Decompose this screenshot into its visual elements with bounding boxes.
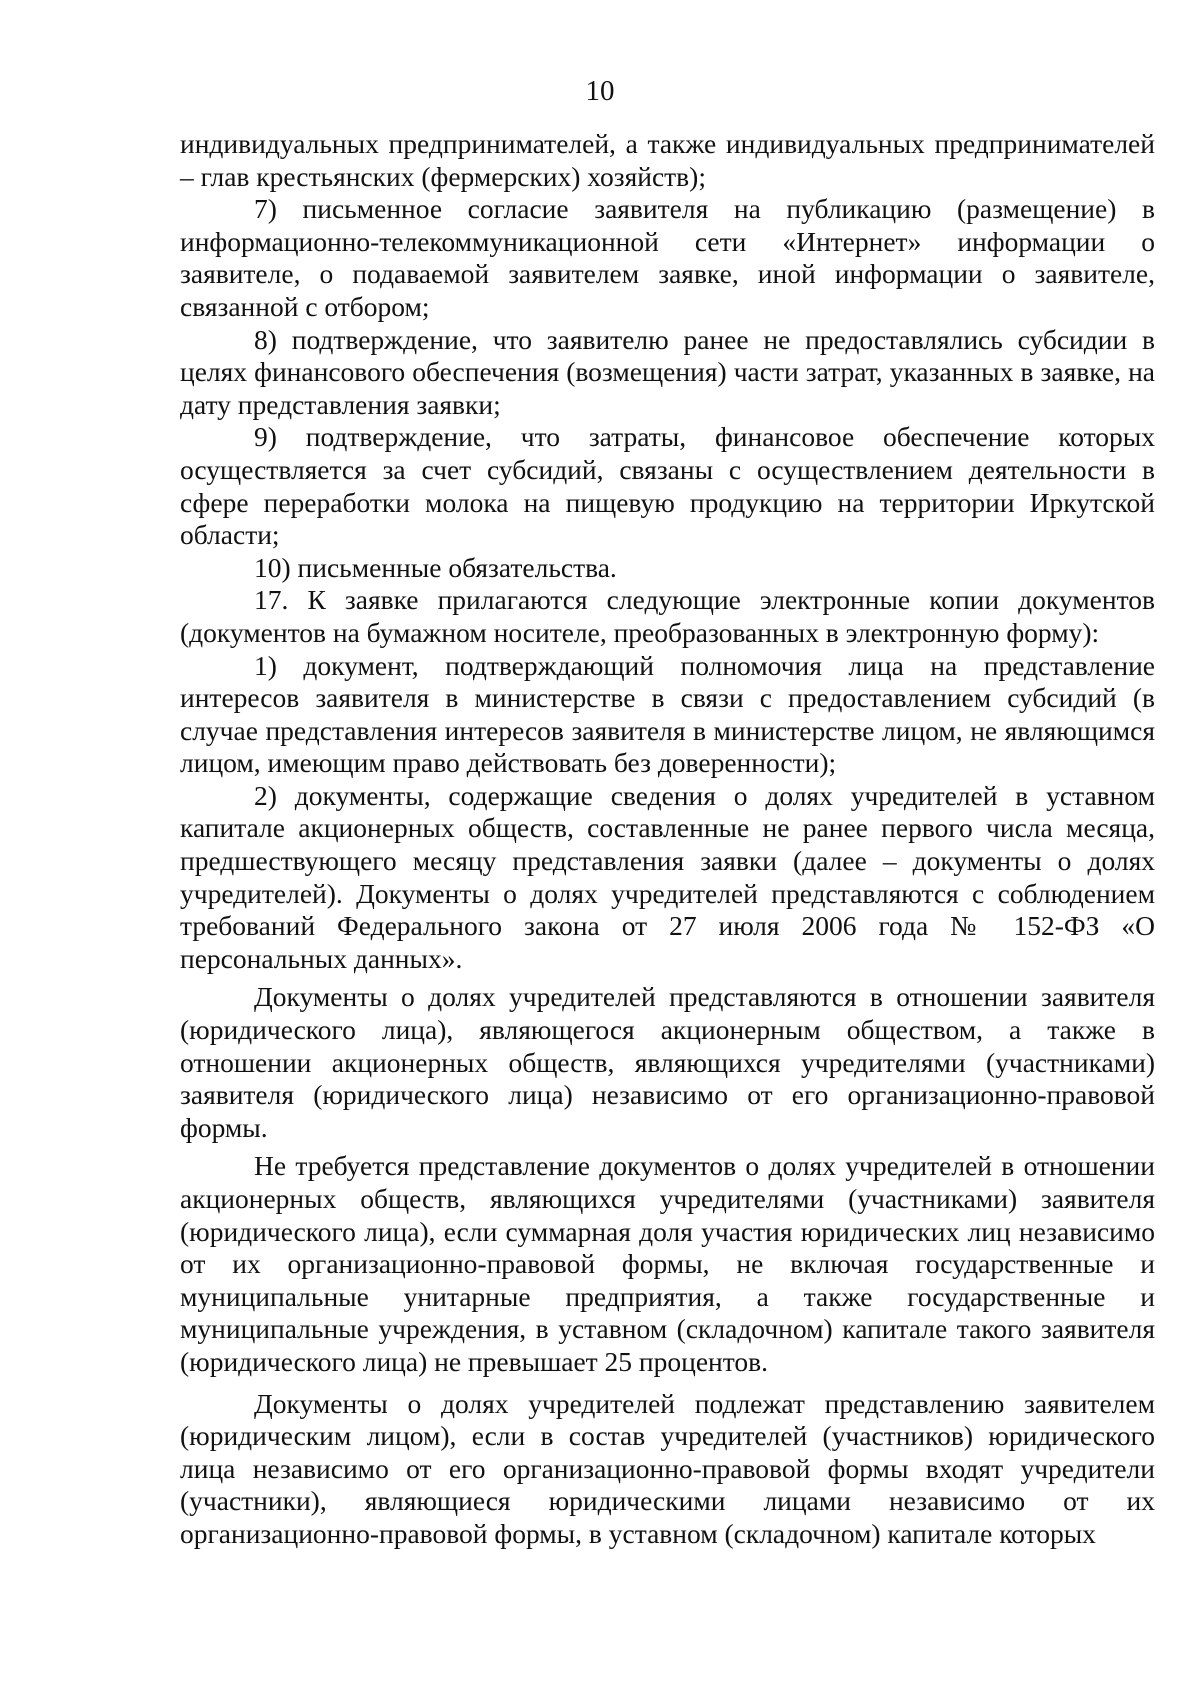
paragraph-item-8: 8) подтверждение, что заявителю ранее не предоставлялись субсидии в целях финансового обеспечения (возмещения) части затрат, указанных в заявке, на дату представления заявки;: [180, 323, 1155, 420]
document-body: [180, 128, 1155, 1551]
paragraph-continuation: индивидуальных предпринимателей, а также индивидуальных предпринимателей – глав крестьянских (фермерских) хозяйств);: [180, 128, 1155, 192]
paragraph-clause-17-item-1: 1) документ, подтверждающий полномочия лица на представление интересов заявителя в министерстве в связи с предоставлением субсидий (в случае представления интересов заявителя в министерстве лицом, не являющимся лицом, имеющим право действовать без доверенности);: [180, 649, 1155, 779]
paragraph-clause-17: 17. К заявке прилагаются следующие электронные копии документов (документов на бумажном носителе, преобразованных в электронную форму):: [180, 584, 1155, 648]
paragraph-not-required: Не требуется представление документов о долях учредителей в отношении акционерных обществ, являющихся учредителями (участниками) заявителя (юридического лица), если суммарная доля участия юридических лиц независимо от их организационно-правовой формы, не включая государственные и муниципальные унитарные предприятия, а также государственные и муниципальные учреждения, в уставном (складочном) капитале такого заявителя (юридического лица) не превышает 25 процентов.: [180, 1150, 1155, 1377]
paragraph-item-10: 10) письменные обязательства.: [254, 551, 617, 583]
page-number: 10: [585, 75, 615, 107]
paragraph-clause-17-item-2: 2) документы, содержащие сведения о долях учредителей в уставном капитале акционерных обществ, составленные не ранее первого числа месяца, предшествующего месяцу представления заявки (далее – документы о долях учредителей). Документы о долях учредителей представляются с соблюдением требований Федерального закона от 27 июля 2006 года № 152-ФЗ «О персональных данных».: [180, 779, 1155, 974]
paragraph-item-9: 9) подтверждение, что затраты, финансовое обеспечение которых осуществляется за счет субсидий, связаны с осуществлением деятельности в сфере переработки молока на пищевую продукцию на территории Иркутской области;: [180, 421, 1155, 551]
paragraph-item-7: 7) письменное согласие заявителя на публикацию (размещение) в информационно-телекоммуникационной сети «Интернет» информации о заявителе, о подаваемой заявителем заявке, иной информации о заявителе, связанной с отбором;: [180, 193, 1155, 322]
paragraph-shareholder-docs: Документы о долях учредителей представляются в отношении заявителя (юридического лица), являющегося акционерным обществом, а также в отношении акционерных обществ, являющихся учредителями (участниками) заявителя (юридического лица) независимо от его организационно-правовой формы.: [180, 981, 1155, 1143]
paragraph-required-submission: Документы о долях учредителей подлежат представлению заявителем (юридическим лицом), если в состав учредителей (участников) юридического лица независимо от его организационно-правовой формы входят учредители (участники), являющиеся юридическими лицами независимо от их организационно-правовой формы, в уставном (складочном) капитале которых: [180, 1387, 1155, 1549]
